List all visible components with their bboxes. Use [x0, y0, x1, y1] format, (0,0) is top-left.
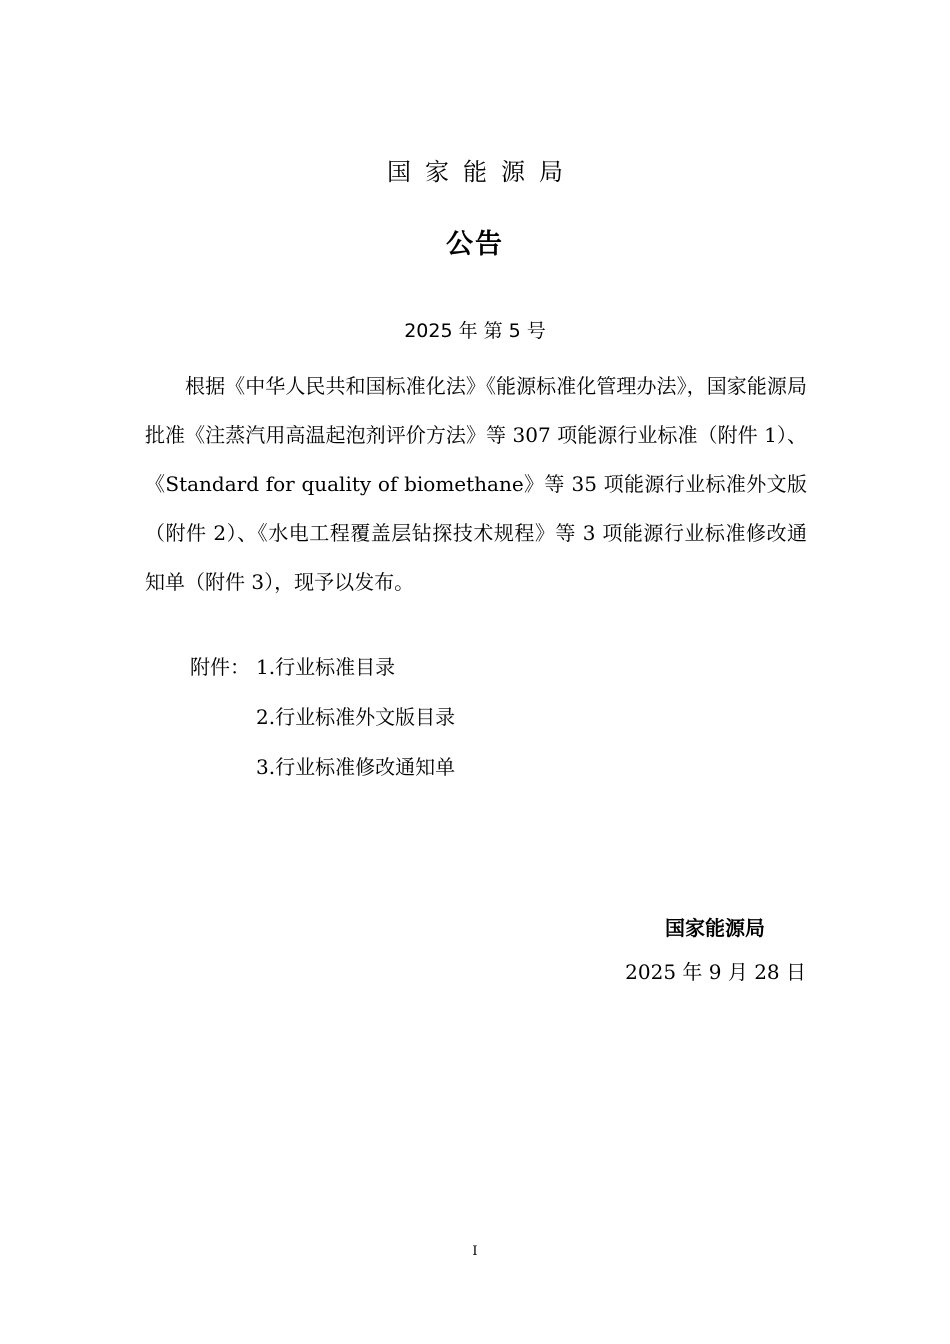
attachment-indent — [190, 742, 256, 792]
attachment-item-label: 3.行业标准修改通知单 — [256, 755, 456, 779]
attachments-label: 附件： — [190, 655, 250, 679]
document-number: 2025 年 第 5 号 — [404, 320, 546, 342]
attachments-list — [190, 642, 750, 792]
attachment-item-label: 2.行业标准外文版目录 — [256, 705, 456, 729]
attachment-item-label: 1.行业标准目录 — [256, 655, 396, 679]
attachment-item — [190, 742, 750, 792]
attachment-item — [190, 692, 750, 742]
issuing-organization-heading: 国家能源局 — [387, 158, 577, 186]
document-title: 公告 — [446, 229, 504, 260]
page-number: I — [472, 1244, 478, 1259]
attachment-item — [190, 642, 750, 692]
signing-organization: 国家能源局 — [665, 916, 765, 940]
announcement-paragraph: 根据《中华人民共和国标准化法》《能源标准化管理办法》，国家能源局批准《注蒸汽用高温起泡剂评价方法》等 307 项能源行业标准（附件 1）、《Standard for quality of biomethane》等 35 项能源行业标准外文版（附件 2）、《水电工程覆盖层钻探技术规程》等 3 项能源行业标准修改通知单（附件 3），现予以发布。 — [145, 374, 807, 594]
attachment-indent — [190, 692, 256, 742]
signing-date: 2025 年 9 月 28 日 — [625, 960, 806, 984]
